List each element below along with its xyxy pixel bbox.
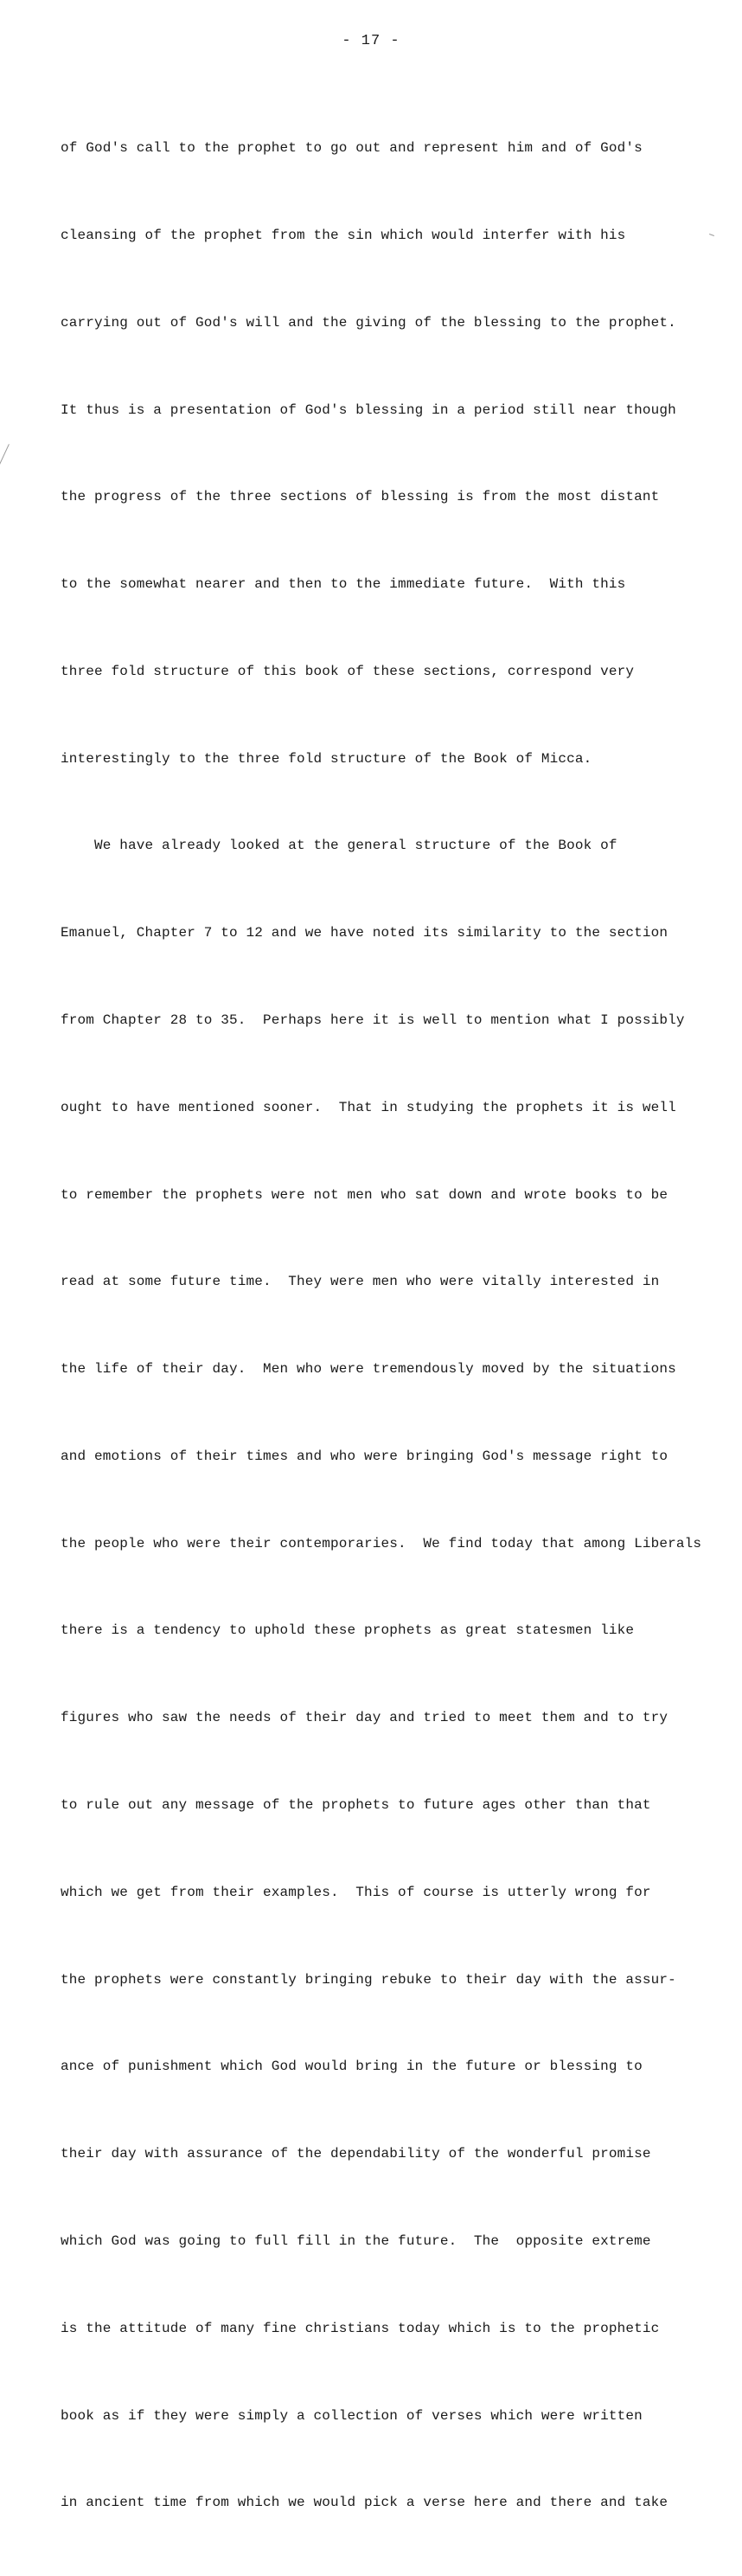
page-number: - 17 - xyxy=(342,33,400,49)
text-line: the people who were their contemporaries. We find today that among Liberals xyxy=(61,1535,702,1551)
text-line: in ancient time from which we would pick a verse here and there and take xyxy=(61,2495,668,2511)
text-line: to remember the prophets were not men who sat down and wrote books to be xyxy=(61,1186,668,1203)
margin-pencil-mark xyxy=(0,444,10,466)
text-line: from Chapter 28 to 35. Perhaps here it is well to mention what I possibly xyxy=(61,1012,685,1028)
text-line: ought to have mentioned sooner. That in studying the prophets it is well xyxy=(61,1099,676,1115)
text-line: there is a tendency to uphold these prophets as great statesmen like xyxy=(61,1622,635,1639)
text-line: and emotions of their times and who were bringing God's message right to xyxy=(61,1448,668,1464)
text-line: of God's call to the prophet to go out and represent him and of God's xyxy=(61,140,643,157)
text-line: cleansing of the prophet from the sin which would interfer with his xyxy=(61,227,626,243)
text-line: which God was going to full fill in the future. The opposite extreme xyxy=(61,2232,651,2249)
text-line: It thus is a presentation of God's blessing in a period still near though xyxy=(61,401,676,418)
text-line: interestingly to the three fold structure of the Book of Micca. xyxy=(61,750,592,767)
text-line: three fold structure of this book of these sections, correspond very xyxy=(61,663,635,679)
text-line: carrying out of God's will and the giving of the blessing to the prophet. xyxy=(61,314,676,331)
text-line: the prophets were constantly bringing rebuke to their day with the assur- xyxy=(61,1971,676,1988)
text-line: to the somewhat nearer and then to the immediate future. With this xyxy=(61,576,626,593)
text-line: figures who saw the needs of their day and tried to meet them and to try xyxy=(61,1710,668,1726)
text-line: is the attitude of many fine christians today which is to the prophetic xyxy=(61,2320,660,2336)
text-line: Emanuel, Chapter 7 to 12 and we have noted its similarity to the section xyxy=(61,925,668,941)
text-line: their day with assurance of the dependability of the wonderful promise xyxy=(61,2146,651,2162)
text-line: the progress of the three sections of blessing is from the most distant xyxy=(61,489,660,505)
body-text xyxy=(61,76,735,2576)
text-line: which we get from their examples. This of course is utterly wrong for xyxy=(61,1884,651,1900)
text-line: ance of punishment which God would bring in the future or blessing to xyxy=(61,2059,643,2075)
text-line: to rule out any message of the prophets to future ages other than that xyxy=(61,1797,651,1814)
text-line: book as if they were simply a collection of verses which were written xyxy=(61,2407,643,2424)
text-line: the life of their day. Men who were tremendously moved by the situations xyxy=(61,1361,676,1378)
text-line: read at some future time. They were men who were vitally interested in xyxy=(61,1274,660,1290)
text-line: We have already looked at the general structure of the Book of xyxy=(61,838,617,854)
